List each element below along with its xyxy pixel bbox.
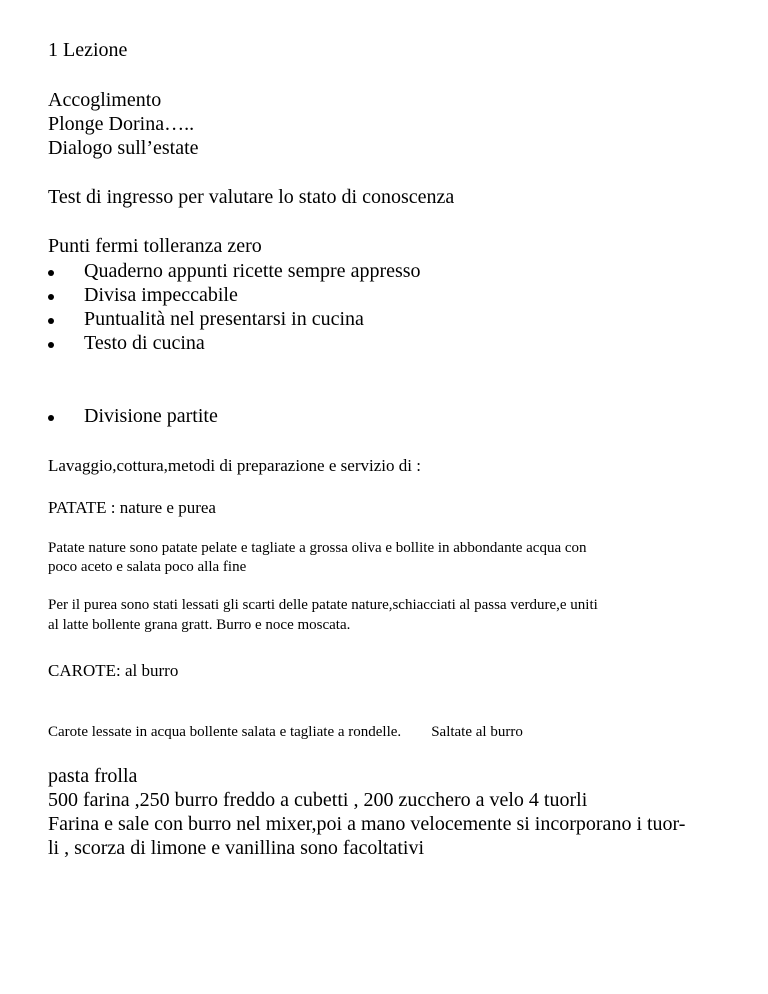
bullet-icon xyxy=(48,342,54,348)
carote-text xyxy=(48,725,523,740)
lesson-heading: 1 Lezione xyxy=(48,39,128,61)
patate-nature-text: Patate nature sono patate pelate e tagliate a grossa oliva e bollite in abbondante acqua con xyxy=(48,540,587,556)
rule-text: Divisa impeccabile xyxy=(84,284,238,306)
rules-title: Punti fermi tolleranza zero xyxy=(48,235,262,257)
intro-line: Dialogo sull’estate xyxy=(48,137,199,159)
rule-text: Testo di cucina xyxy=(84,332,205,354)
bullet-icon xyxy=(48,318,54,324)
division-text: Divisione partite xyxy=(84,405,218,427)
frolla-line: 500 farina ,250 burro freddo a cubetti , 200 zucchero a velo 4 tuorli xyxy=(48,789,588,811)
bullet-icon xyxy=(48,294,54,300)
bullet-icon xyxy=(48,415,54,421)
rule-text: Quaderno appunti ricette sempre appresso xyxy=(84,260,421,282)
patate-title: PATATE : nature e purea xyxy=(48,498,216,517)
purea-text: al latte bollente grana gratt. Burro e noce moscata. xyxy=(48,617,351,633)
rule-text: Puntualità nel presentarsi in cucina xyxy=(84,308,364,330)
carote-text-a: Carote lessate in acqua bollente salata e tagliate a rondelle. xyxy=(48,724,402,740)
patate-nature-text: poco aceto e salata poco alla fine xyxy=(48,559,247,575)
carote-title: CAROTE: al burro xyxy=(48,661,179,680)
intro-line: Accoglimento xyxy=(48,89,162,111)
purea-text: Per il purea sono stati lessati gli scarti delle patate nature,schiacciati al passa verdure,e uniti xyxy=(48,597,598,613)
test-line: Test di ingresso per valutare lo stato di conoscenza xyxy=(48,186,455,208)
intro-line: Plonge Dorina….. xyxy=(48,113,195,135)
section-subtitle: Lavaggio,cottura,metodi di preparazione e servizio di : xyxy=(48,456,421,475)
frolla-title: pasta frolla xyxy=(48,765,138,787)
frolla-line: li , scorza di limone e vanillina sono facoltativi xyxy=(48,837,425,859)
frolla-line: Farina e sale con burro nel mixer,poi a mano velocemente si incorporano i tuor- xyxy=(48,813,686,835)
carote-text-b: Saltate al burro xyxy=(431,724,523,740)
bullet-icon xyxy=(48,270,54,276)
